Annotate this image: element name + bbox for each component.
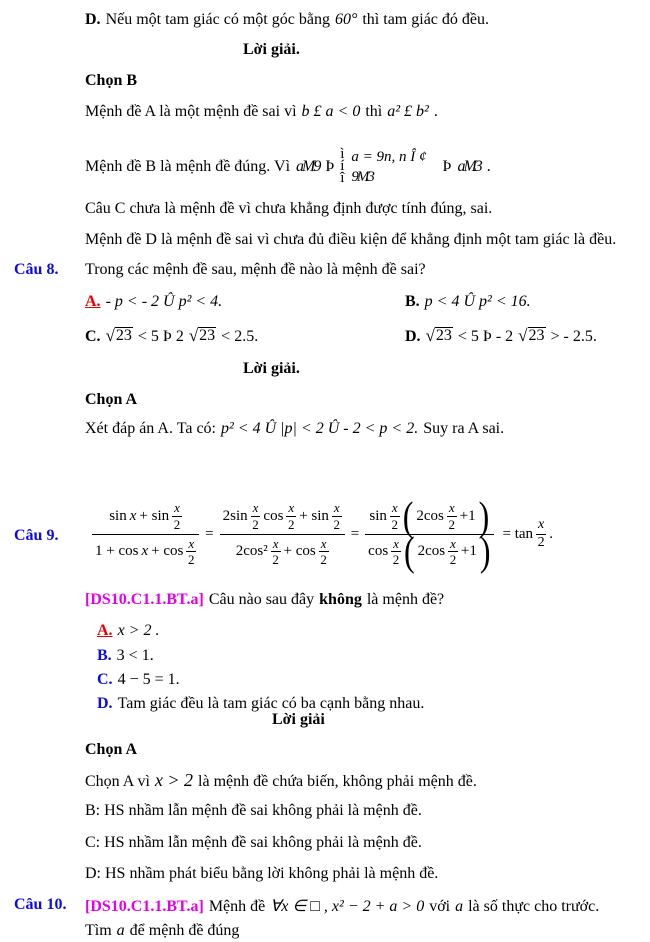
cau9-solution-line-c: C: HS nhầm lẫn mệnh đề sai không phải là mệnh đề.: [85, 834, 422, 851]
plus-cos-token: + cos: [151, 543, 184, 560]
plus-sin-token: + sin: [299, 507, 329, 524]
cau9-option-d-text: Tam giác đều là tam giác có ba cạnh bằng nhau.: [117, 695, 425, 712]
x-over-2: x 2: [333, 500, 341, 532]
equals-sign-1: =: [205, 525, 214, 542]
cau10-id-tag: [DS10.C1.1.BT.a]: [85, 898, 204, 915]
sqrt-23: [426, 327, 453, 345]
sin-token: sin: [109, 507, 127, 524]
cau8-option-a-label: A.: [85, 293, 101, 310]
cau8-option-b-label: B.: [405, 293, 420, 310]
menh-de-a-math2: a² £ b²: [387, 103, 429, 120]
fraction-1: [92, 501, 199, 567]
cau-c-note: Câu C chưa là mệnh đề vì chưa khẳng định được tính đúng, sai.: [85, 200, 493, 217]
fraction-bar: [365, 534, 493, 535]
x-over-2: x 2: [537, 516, 545, 550]
one-plus-cos-token: 1 + cos: [95, 543, 139, 560]
cau10-tail: là số thực cho trước.: [468, 898, 600, 915]
cau8-label: Câu 8.: [14, 261, 59, 278]
menh-de-b-line: [85, 138, 491, 196]
plus-sin-token: + sin: [139, 507, 170, 524]
menh-de-b-math2: aM3: [457, 158, 481, 175]
sqrt-23: [106, 327, 133, 345]
cos-token: cos: [263, 507, 284, 524]
cau8-solution-tail: Suy ra A sai.: [423, 420, 505, 437]
cau9-id-tag: [DS10.C1.1.BT.a]: [85, 591, 204, 608]
fraction-2-numerator: [220, 501, 345, 531]
x-over-2: x 2: [392, 535, 400, 568]
fraction-bar: [220, 534, 345, 535]
cau8-option-a-text: - p < - 2 Û p² < 4.: [105, 293, 223, 310]
cau8-solution-pre: Xét đáp án A. Ta có:: [85, 420, 216, 437]
radical-sign: √: [105, 326, 115, 345]
radical-sign: √: [425, 326, 435, 345]
cau8-option-d-tail: > - 2.5.: [550, 328, 597, 345]
cau8-option-c-mid: < 5 Þ 2: [137, 328, 184, 345]
solution-heading-2: Lời giải.: [243, 360, 300, 377]
option-d-label: D.: [85, 11, 101, 28]
implies-symbol-2: Þ: [442, 158, 452, 175]
menh-de-b-dot: .: [486, 158, 491, 175]
x-over-2: x 2: [252, 500, 259, 532]
solution-heading-1: Lời giải.: [243, 41, 300, 58]
radicand: 23: [115, 327, 132, 344]
radicand: 23: [199, 327, 216, 344]
cau10-question-line2: [85, 922, 239, 940]
fraction-1-denominator: [92, 537, 199, 567]
system-row-2: 9M3: [351, 168, 373, 185]
cau8-option-c-tail: < 2.5.: [221, 328, 259, 345]
cau8-option-d: [405, 327, 597, 346]
cau9-option-c-text: 4 − 5 = 1.: [117, 671, 180, 688]
x-over-2: x 2: [272, 535, 279, 568]
left-paren: (: [403, 527, 415, 575]
x-over-2: x 2: [449, 535, 457, 568]
menh-de-a-dot: .: [433, 103, 438, 120]
cau8-option-b: [405, 293, 531, 311]
option-d-tail: thì tam giác đó đều.: [362, 11, 489, 28]
cau9-solution-line-a: [85, 770, 477, 791]
menh-de-d-note: Mệnh đề D là mệnh đề sai vì chưa đủ điều kiện để khẳng định một tam giác là đều.: [85, 231, 617, 248]
cau8-question: Trong các mệnh đề sau, mệnh đề nào là mệnh đề sai?: [85, 261, 426, 278]
radical-sign: √: [188, 326, 199, 345]
cau9-solution-pre: Chọn A vì: [85, 773, 150, 790]
plus-one-token: +1: [460, 543, 477, 560]
cau9-solution-math: x > 2: [154, 770, 194, 790]
cau9-label: Câu 9.: [14, 527, 59, 544]
x-over-2: x 2: [448, 500, 455, 532]
option-d-text: Nếu một tam giác có một góc bằng: [105, 11, 330, 28]
cau9-option-a-label: A.: [97, 622, 113, 639]
menh-de-a-math1: b £ a < 0: [301, 103, 361, 120]
menh-de-b-pre: Mệnh đề B là mệnh đề đúng. Vì: [85, 158, 291, 175]
cau10-math: ∀x ∈ □ , x² − 2 + a > 0: [270, 898, 425, 915]
cau10-line2-var-a: a: [116, 922, 125, 939]
fraction-3-numerator: [366, 492, 492, 539]
x-over-2: x 2: [188, 535, 195, 568]
option-d-math: 60°: [334, 11, 358, 28]
cau8-option-d-mid: < 5 Þ - 2: [457, 328, 514, 345]
cau8-option-a: [85, 293, 222, 311]
cau10-var-a: a: [455, 898, 464, 915]
cau8-option-d-label: D.: [405, 328, 421, 345]
solution-heading-3: Lời giải: [272, 711, 325, 728]
cau9-option-a-text: x > 2 .: [117, 622, 160, 639]
right-paren: ): [478, 492, 490, 539]
radicand: 23: [528, 327, 545, 344]
brace-glyph-bot: î: [340, 169, 345, 186]
equals-tan-token: = tan: [502, 525, 534, 542]
chon-b-heading: Chọn B: [85, 72, 138, 89]
cau9-option-b: [97, 647, 154, 665]
menh-de-a-mid: thì: [365, 103, 383, 120]
radical-sign: √: [518, 326, 528, 345]
cau9-option-c-label: C.: [97, 671, 113, 688]
x-over-2: x 2: [320, 535, 327, 568]
cau10-mid: với: [429, 898, 451, 915]
system-rows: [351, 149, 426, 185]
left-paren: (: [402, 492, 414, 539]
sqrt-23: [189, 327, 216, 345]
brace-glyph-top: ì: [340, 146, 345, 163]
cau10-label: Câu 10.: [14, 896, 67, 913]
cau9-option-b-label: B.: [97, 647, 112, 664]
cau9-solution-tail: là mệnh đề chứa biến, không phải mệnh đề.: [198, 773, 477, 790]
x-var: x: [141, 543, 149, 560]
brace-glyph-mid: í: [340, 158, 345, 175]
cau9-question-bold: không: [319, 591, 362, 608]
x-over-2: x 2: [173, 500, 181, 532]
fraction-2: [220, 501, 345, 567]
fraction-1-numerator: [106, 501, 185, 531]
cau9-option-d: [97, 695, 424, 713]
cau8-option-b-text: p < 4 Û p² < 16.: [424, 293, 531, 310]
chon-a-heading-2: Chọn A: [85, 741, 138, 758]
tan-result: [500, 518, 557, 550]
cau10-pre: Mệnh đề: [208, 898, 266, 915]
menh-de-b-math1: aM9: [296, 158, 320, 175]
cau9-solution-line-d: D: HS nhầm phát biểu bằng lời không phải là mệnh đề.: [85, 865, 439, 882]
two-cos-token: 2cos: [416, 507, 444, 524]
cau10-line2-tail: để mệnh đề đúng: [129, 922, 240, 939]
x-over-2: x 2: [288, 500, 295, 532]
cau9-question-tail: là mệnh đề?: [366, 591, 445, 608]
sin-token: sin: [369, 507, 387, 524]
sqrt-23: [518, 327, 545, 345]
chon-a-heading-1: Chọn A: [85, 391, 138, 408]
fraction-3: [365, 492, 493, 575]
brace-symbol: [340, 146, 345, 186]
statement-option-d: [85, 11, 489, 29]
cau8-option-c: [85, 327, 258, 346]
right-paren: ): [479, 527, 491, 575]
cau9-solution-line-b: B: HS nhầm lẫn mệnh đề sai không phải là mệnh đề.: [85, 802, 422, 819]
plus-one-token: +1: [459, 507, 476, 524]
x-over-2: x 2: [391, 500, 399, 532]
system-row-1: a = 9n, n Î ¢: [351, 149, 427, 165]
cau9-question-pre: Câu nào sau đây: [208, 591, 315, 608]
fraction-bar: [92, 534, 199, 535]
equals-sign-2: =: [350, 525, 360, 542]
menh-de-a-pre: Mệnh đề A là một mệnh đề sai vì: [85, 103, 297, 120]
cau9-option-c: [97, 671, 180, 689]
period-token: .: [549, 525, 554, 542]
two-sin-token: 2sin: [222, 507, 248, 524]
cau8-solution-line: [85, 420, 504, 438]
cau10-line2-pre: Tìm: [85, 922, 112, 939]
menh-de-a-line: [85, 103, 438, 121]
cau9-question-line: [85, 591, 444, 609]
cau9-option-a: [97, 622, 159, 640]
two-cos-squared-token: 2cos²: [235, 543, 268, 560]
cau9-formula: [92, 476, 556, 592]
cau9-option-b-text: 3 < 1.: [116, 647, 154, 664]
two-cos-token: 2cos: [417, 543, 446, 560]
cau10-question-line1: [85, 896, 599, 916]
cau8-option-c-label: C.: [85, 328, 101, 345]
cos-token: cos: [368, 543, 389, 560]
cau8-solution-math: p² < 4 Û |p| < 2 Û - 2 < p < 2.: [221, 420, 419, 437]
fraction-3-denominator: [365, 527, 493, 575]
x-var: x: [129, 507, 137, 524]
cau9-option-d-label: D.: [97, 695, 113, 712]
plus-cos-token: + cos: [283, 543, 316, 560]
implies-symbol-1: Þ: [325, 158, 335, 175]
fraction-2-denominator: [233, 537, 332, 567]
radicand: 23: [435, 327, 452, 344]
